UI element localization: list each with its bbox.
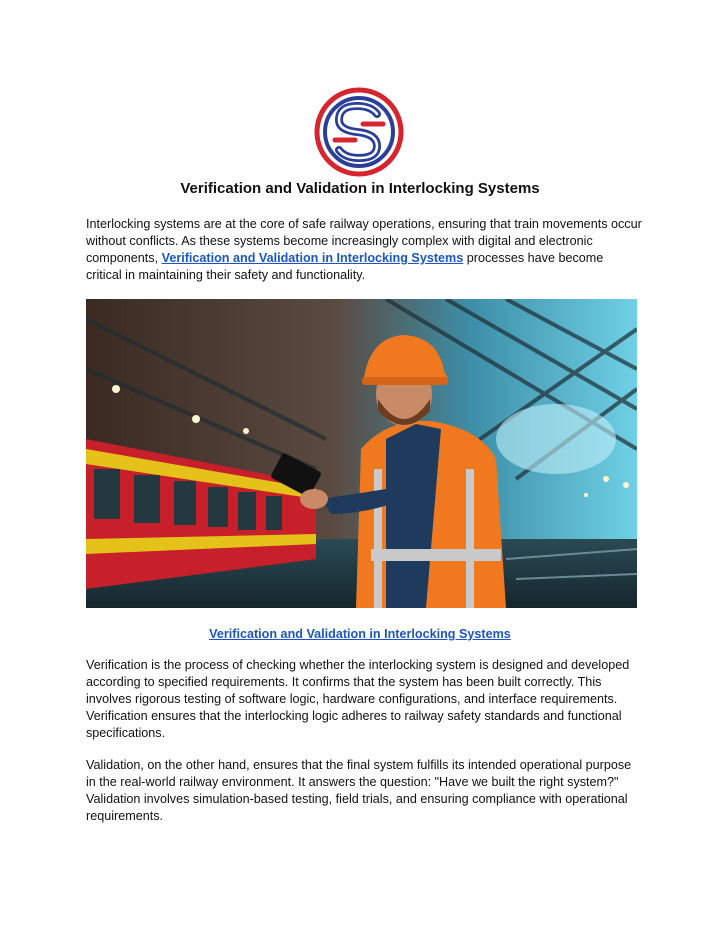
verification-validation-link[interactable]: Verification and Validation in Interlocking Systems: [161, 251, 464, 265]
validation-paragraph: Validation, on the other hand, ensures that the final system fulfills its intended operational purpose in the real-world railway environment. It answers the question: "Have we built the right system?" Validation involves simulation-based testing, field trials, and ensuring compliance with operational requirements.: [86, 758, 632, 823]
intro-text-after: processes have become critical in maintaining their safety and functionality.: [86, 251, 604, 282]
page-title: Verification and Validation in Interlocking Systems: [180, 180, 540, 197]
caption-link[interactable]: Verification and Validation in Interlocking Systems: [209, 627, 511, 641]
railway-engineer-image: [86, 299, 637, 608]
intro-text-before: Interlocking systems are at the core of safe railway operations, ensuring that train movements occur without conflicts. As these systems become increasingly complex with digital and electronic components,: [86, 217, 642, 265]
intro-paragraph: [86, 216, 642, 284]
verification-paragraph: Verification is the process of checking whether the interlocking system is designed and developed according to specified requirements. It confirms that the system has been built correctly. This involves rigorous testing of software logic, hardware configurations, and interface requirements. Verification ensures that the interlocking logic adheres to railway safety standards and functional specifications.: [86, 658, 630, 740]
image-caption: [0, 627, 720, 641]
company-logo: [311, 84, 407, 180]
